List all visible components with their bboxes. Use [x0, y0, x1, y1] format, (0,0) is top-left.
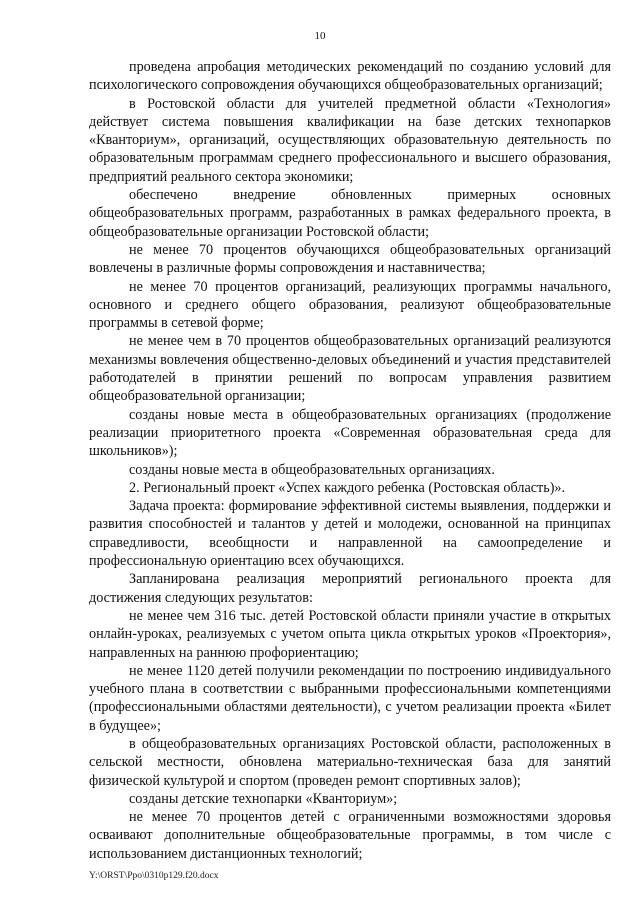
paragraph: Задача проекта: формирование эффективной системы выявления, поддержки и развития способностей и талантов у детей и молодежи, основанной на принципах справедливости, всеобщности и направленной на самоопределение и профессиональную ориентацию всех обучающихся.	[89, 498, 611, 570]
paragraph: проведена апробация методических рекомендаций по созданию условий для психологического сопровождения обучающихся общеобразовательных организаций;	[89, 59, 611, 94]
paragraph: созданы детские технопарки «Кванториум»;	[129, 790, 398, 807]
document-body	[89, 58, 611, 863]
paragraph: созданы новые места в общеобразовательных организациях (продолжение реализации приоритетного проекта «Современная образовательная среда для школьников»);	[89, 406, 611, 460]
paragraph: не менее чем в 70 процентов общеобразовательных организаций реализуются механизмы вовлечения общественно-деловых объединений и участия представителей работодателей в принятии решений по вопросам управления развитием общеобразовательной организации;	[89, 333, 611, 405]
paragraph: не менее 1120 детей получили рекомендации по построению индивидуального учебного плана в соответствии с выбранными профессиональными компетенциями (профессиональными областями деятельности), с учетом реализации проекта «Билет в будущее»;	[89, 662, 611, 734]
paragraph: Запланирована реализация мероприятий регионального проекта для достижения следующих результатов:	[89, 571, 611, 606]
page-number: 10	[314, 30, 326, 42]
paragraph: не менее 70 процентов детей с ограниченными возможностями здоровья осваивают дополнительные общеобразовательные программы, в том числе с использованием дистанционных технологий;	[89, 809, 611, 862]
paragraph: в Ростовской области для учителей предметной области «Технология» действует система повышения квалификации на базе детских технопарков «Кванториум», организаций, осуществляющих образовательную деятельность по образовательным программам среднего профессионального и высшего образования, предприятий реального сектора экономики;	[89, 95, 611, 185]
paragraph: созданы новые места в общеобразовательных организациях.	[129, 461, 495, 478]
paragraph: в общеобразовательных организациях Ростовской области, расположенных в сельской местности, обновлена материально-техническая база для занятий физической культурой и спортом (проведен ремонт спортивных залов);	[89, 735, 611, 789]
paragraph: не менее 70 процентов обучающихся общеобразовательных организаций вовлечены в различные формы сопровождения и наставничества;	[89, 241, 611, 277]
paragraph: не менее чем 316 тыс. детей Ростовской области приняли участие в открытых онлайн-уроках, реализуемых с учетом опыта цикла открытых уроков «Проектория», направленных на раннюю профориентацию;	[89, 607, 611, 661]
paragraph: обеспечено внедрение обновленных примерных основных общеобразовательных программ, разработанных в рамках федерального проекта, в общеобразовательные организации Ростовской области;	[89, 187, 611, 240]
paragraph: не менее 70 процентов организаций, реализующих программы начального, основного и среднего общего образования, реализуют общеобразовательные программы в сетевой форме;	[89, 278, 611, 332]
file-path-footer: Y:\ORST\Ppo\0310p129.f20.docx	[89, 871, 219, 881]
section-heading: 2. Региональный проект «Успех каждого ребенка (Ростовская область)».	[129, 479, 566, 496]
